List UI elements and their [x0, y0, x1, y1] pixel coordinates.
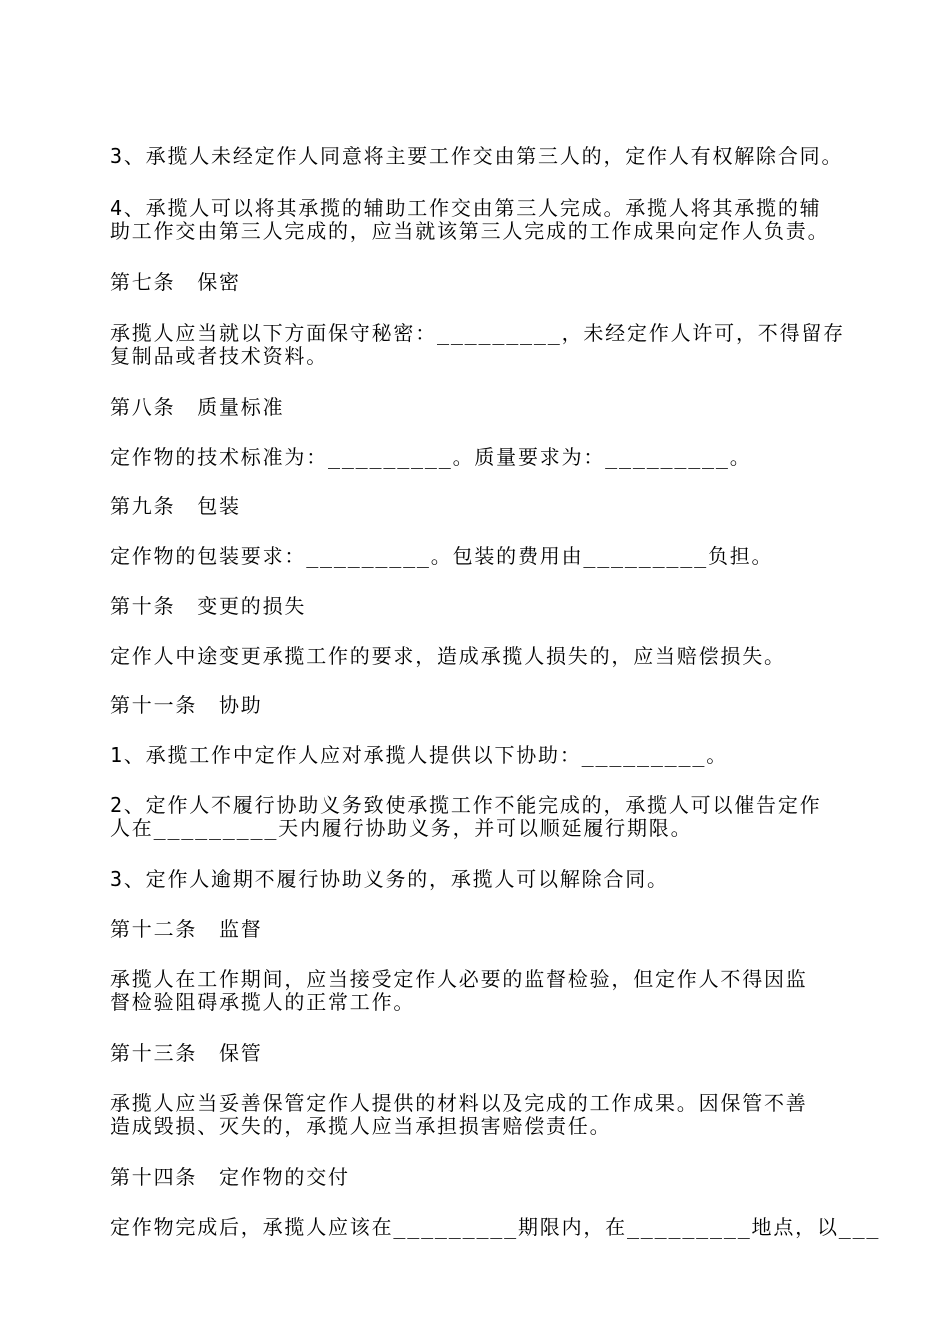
paragraph-assist-2: [110, 794, 845, 840]
heading-article-11: [110, 694, 845, 717]
section-heading: 第九条 包装: [110, 494, 241, 518]
text-line: 定作物的技术标准为：_________。质量要求为：_________。: [110, 445, 752, 469]
text-line: 3、承揽人未经定作人同意将主要工作交由第三人的，定作人有权解除合同。: [110, 144, 844, 168]
paragraph-quality: [110, 446, 845, 469]
heading-article-10: [110, 595, 845, 618]
section-heading: 第七条 保密: [110, 270, 241, 294]
text-line: 督检验阻碍承揽人的正常工作。: [110, 990, 416, 1014]
paragraph-clause-3: [110, 145, 845, 168]
paragraph-custody: [110, 1092, 845, 1138]
text-line: 承揽人在工作期间，应当接受定作人必要的监督检验，但定作人不得因监: [110, 967, 808, 991]
text-line: 人在_________天内履行协助义务，并可以顺延履行期限。: [110, 816, 693, 840]
text-line: 造成毁损、灭失的，承揽人应当承担损害赔偿责任。: [110, 1114, 612, 1138]
paragraph-clause-4: [110, 197, 845, 243]
section-heading: 第八条 质量标准: [110, 395, 285, 419]
text-line: 4、承揽人可以将其承揽的辅助工作交由第三人完成。承揽人将其承揽的辅: [110, 196, 822, 220]
section-heading: 第十四条 定作物的交付: [110, 1165, 350, 1189]
text-line: 定作物完成后，承揽人应该在_________期限内，在_________地点，以___: [110, 1215, 881, 1239]
section-heading: 第十二条 监督: [110, 917, 263, 941]
heading-article-7: [110, 271, 845, 294]
section-heading: 第十条 变更的损失: [110, 594, 307, 618]
section-heading: 第十一条 协助: [110, 693, 263, 717]
paragraph-confidentiality: [110, 322, 845, 368]
paragraph-change-loss: [110, 645, 845, 668]
paragraph-packaging: [110, 545, 845, 568]
paragraph-assist-3: [110, 868, 845, 891]
text-line: 助工作交由第三人完成的，应当就该第三人完成的工作成果向定作人负责。: [110, 219, 830, 243]
heading-article-12: [110, 918, 845, 941]
text-line: 3、定作人逾期不履行协助义务的，承揽人可以解除合同。: [110, 867, 669, 891]
paragraph-delivery: [110, 1215, 881, 1239]
paragraph-assist-1: [110, 744, 845, 767]
section-heading: 第十三条 保管: [110, 1041, 263, 1065]
paragraph-supervision: [110, 968, 845, 1014]
text-line: 复制品或者技术资料。: [110, 344, 328, 368]
heading-article-8: [110, 396, 845, 419]
text-line: 定作物的包装要求：_________。包装的费用由_________负担。: [110, 544, 774, 568]
heading-article-13: [110, 1042, 845, 1065]
text-line: 定作人中途变更承揽工作的要求，造成承揽人损失的，应当赔偿损失。: [110, 644, 786, 668]
text-line: 承揽人应当就以下方面保守秘密：_________，未经定作人许可，不得留存: [110, 321, 845, 345]
text-line: 2、定作人不履行协助义务致使承揽工作不能完成的，承揽人可以催告定作: [110, 793, 822, 817]
heading-article-14: [110, 1166, 845, 1189]
heading-article-9: [110, 495, 845, 518]
text-line: 承揽人应当妥善保管定作人提供的材料以及完成的工作成果。因保管不善: [110, 1091, 808, 1115]
text-line: 1、承揽工作中定作人应对承揽人提供以下协助：_________。: [110, 743, 729, 767]
